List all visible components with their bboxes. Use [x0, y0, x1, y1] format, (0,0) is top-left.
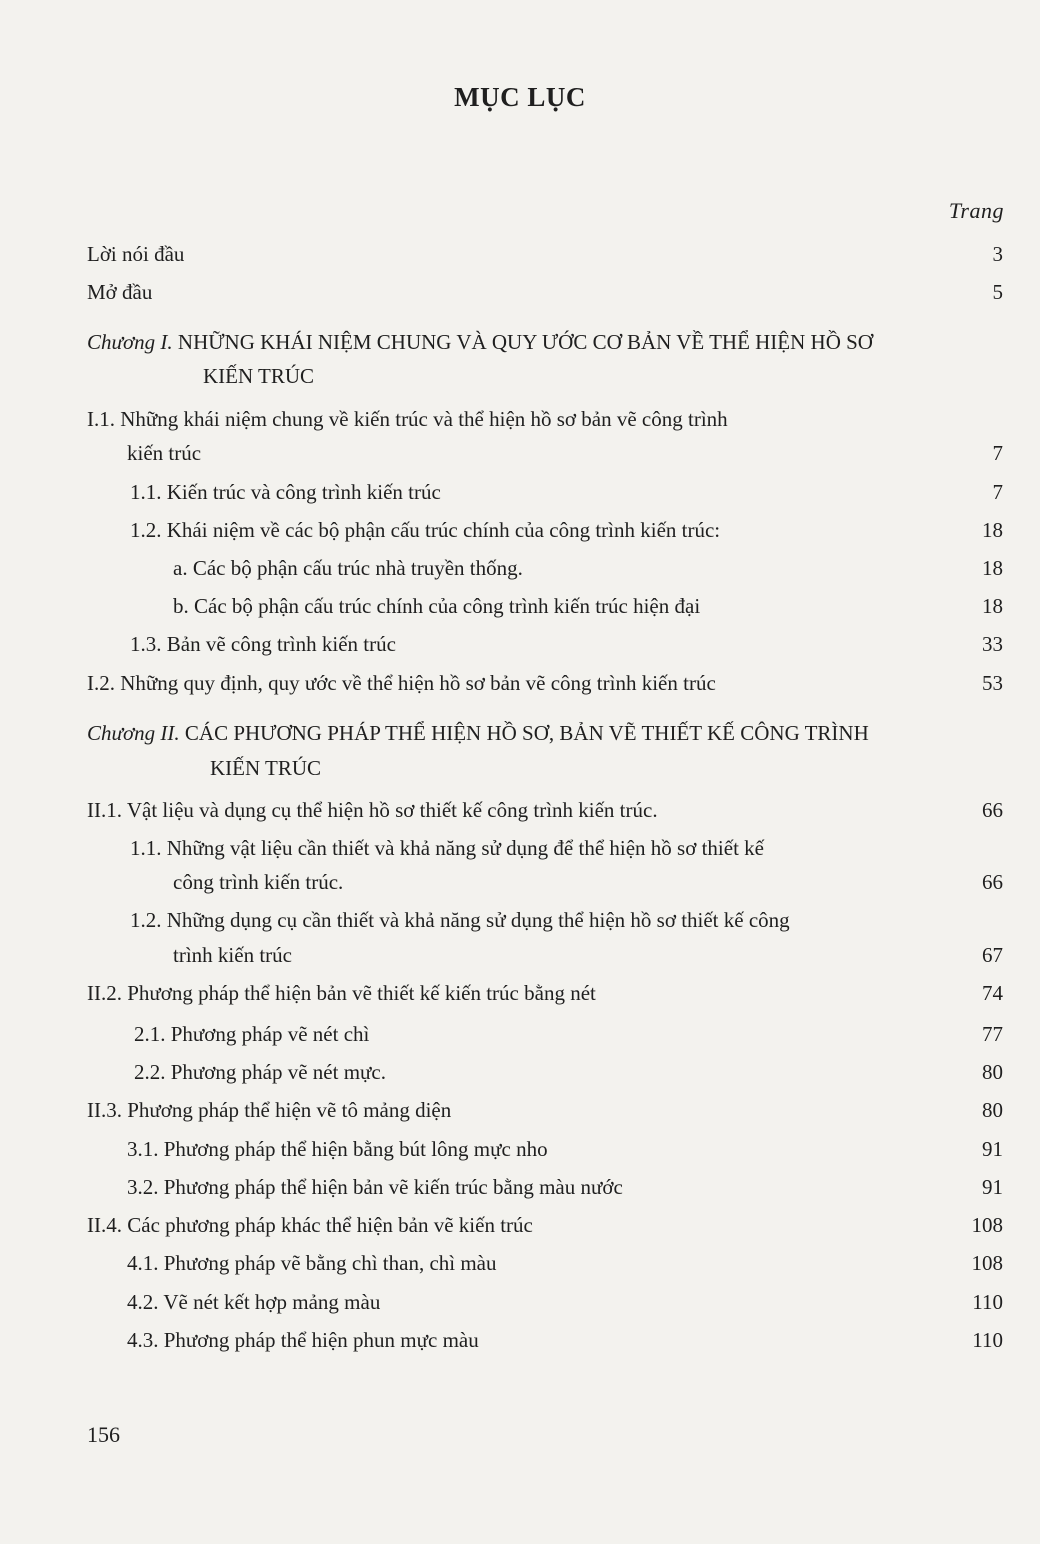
toc-entry-page: 7: [992, 441, 1003, 465]
toc-entry-text: II.4. Các phương pháp khác thể hiện bản vẽ kiến trúc: [87, 1213, 533, 1237]
toc-entry-page: 80: [982, 1060, 1003, 1084]
toc-entry-page: 3: [992, 242, 1003, 266]
toc-entry-text-cont: công trình kiến trúc.: [173, 870, 344, 894]
toc-entry-text-cont: trình kiến trúc: [173, 943, 292, 967]
chapter-title-cont: KIẾN TRÚC: [203, 364, 315, 388]
toc-entry-page: 33: [982, 632, 1003, 656]
page-number: 156: [87, 1422, 120, 1447]
toc-entry-text: 1.1. Kiến trúc và công trình kiến trúc: [130, 480, 441, 504]
toc-entry-text: 2.2. Phương pháp vẽ nét mực.: [134, 1060, 386, 1084]
toc-entry-page: 77: [982, 1022, 1003, 1046]
toc-entry-page: 91: [982, 1175, 1003, 1199]
chapter-title: CÁC PHƯƠNG PHÁP THỂ HIỆN HỒ SƠ, BẢN VẼ THIẾT KẾ CÔNG TRÌNH: [184, 721, 869, 745]
toc-entry-text: Mở đầu: [87, 280, 153, 304]
toc-entry-text: I.1. Những khái niệm chung về kiến trúc và thể hiện hồ sơ bản vẽ công trình: [87, 407, 728, 431]
toc-entry-page: 18: [982, 556, 1003, 580]
page-column-label: Trang: [948, 198, 1004, 223]
toc-entry-text: 1.2. Những dụng cụ cần thiết và khả năng sử dụng thể hiện hồ sơ thiết kế công: [130, 908, 790, 932]
toc-entry-text: 3.1. Phương pháp thể hiện bằng bút lông mực nho: [127, 1137, 548, 1161]
toc-entry-text: 3.2. Phương pháp thể hiện bản vẽ kiến trúc bằng màu nước: [127, 1175, 623, 1199]
toc-entry-page: 67: [982, 943, 1003, 967]
toc-entry-text: Lời nói đầu: [87, 242, 185, 266]
toc-entry-page: 110: [972, 1290, 1003, 1314]
toc-entry-page: 18: [982, 518, 1003, 542]
toc-entry-text: 4.3. Phương pháp thể hiện phun mực màu: [127, 1328, 479, 1352]
toc-entry-text: 2.1. Phương pháp vẽ nét chì: [134, 1022, 370, 1046]
toc-entry-page: 74: [982, 981, 1003, 1005]
toc-entry-page: 108: [971, 1213, 1003, 1237]
toc-entry-text: 4.2. Vẽ nét kết hợp mảng màu: [127, 1290, 381, 1314]
toc-entry-text: b. Các bộ phận cấu trúc chính của công trình kiến trúc hiện đại: [173, 594, 701, 618]
toc-entry-text: II.3. Phương pháp thể hiện vẽ tô mảng diện: [87, 1098, 452, 1122]
toc-entry-text-cont: kiến trúc: [127, 441, 202, 465]
toc-entry-text: 4.1. Phương pháp vẽ bằng chì than, chì màu: [127, 1251, 497, 1275]
toc-entry-page: 110: [972, 1328, 1003, 1352]
toc-entry-page: 53: [982, 671, 1003, 695]
toc-entry-text: 1.3. Bản vẽ công trình kiến trúc: [130, 632, 396, 656]
toc-entry-page: 91: [982, 1137, 1003, 1161]
chapter-label: Chương I.: [87, 330, 173, 354]
toc-entry-page: 66: [982, 798, 1003, 822]
toc-entry-text: 1.2. Khái niệm về các bộ phận cấu trúc chính của công trình kiến trúc:: [130, 518, 721, 542]
page-title: MỤC LỤC: [454, 82, 586, 112]
toc-entry-page: 108: [971, 1251, 1003, 1275]
toc-entry-text: a. Các bộ phận cấu trúc nhà truyền thống.: [173, 556, 523, 580]
toc-entry-page: 18: [982, 594, 1003, 618]
chapter-title: NHỮNG KHÁI NIỆM CHUNG VÀ QUY ƯỚC CƠ BẢN VỀ THỂ HIỆN HỒ SƠ: [177, 330, 873, 354]
toc-entry-page: 5: [992, 280, 1003, 304]
toc-entry-text: I.2. Những quy định, quy ước về thể hiện hồ sơ bản vẽ công trình kiến trúc: [87, 671, 716, 695]
chapter-label: Chương II.: [87, 721, 180, 745]
toc-entry-text: II.1. Vật liệu và dụng cụ thể hiện hồ sơ thiết kế công trình kiến trúc.: [87, 798, 658, 822]
toc-chapter-heading: [87, 716, 869, 750]
toc-entry-page: 66: [982, 870, 1003, 894]
toc-entry-page: 7: [992, 480, 1003, 504]
toc-entry-page: 80: [982, 1098, 1003, 1122]
toc-chapter-heading: [87, 325, 873, 359]
toc-entry-text: 1.1. Những vật liệu cần thiết và khả năng sử dụng để thể hiện hồ sơ thiết kế: [130, 836, 764, 860]
chapter-title-cont: KIẾN TRÚC: [210, 756, 322, 780]
toc-entry-text: II.2. Phương pháp thể hiện bản vẽ thiết kế kiến trúc bằng nét: [87, 981, 596, 1005]
